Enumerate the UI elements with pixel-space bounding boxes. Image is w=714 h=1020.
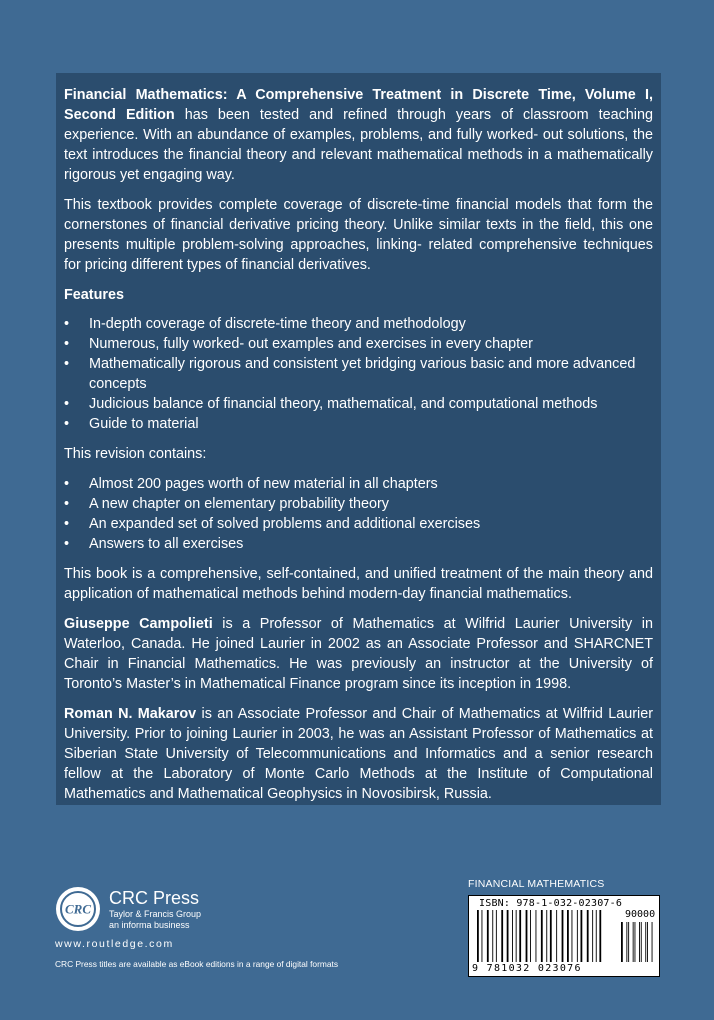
list-item: • Guide to material: [64, 416, 199, 432]
ebook-note: CRC Press titles are available as eBook editions in a range of digital formats: [55, 959, 339, 969]
features-heading: Features: [64, 287, 124, 303]
bullet: •: [64, 316, 70, 332]
price-code: 90000: [625, 909, 656, 920]
barcode-bar: [512, 910, 513, 962]
barcode-bar: [526, 910, 528, 962]
revision-heading: This revision contains:: [64, 446, 207, 462]
barcode-bar: [596, 910, 597, 962]
intro-paragraph: [64, 85, 653, 185]
barcode-bar: [516, 910, 517, 962]
list-item: • A new chapter on elementary probability theory: [64, 496, 389, 512]
summary-paragraph: This book is a comprehensive, self-contained, and unified treatment of the main theory and application of mathematical methods behind modern-day financial mathematics.: [64, 566, 653, 602]
barcode-digits: 9 781032 023076: [472, 963, 582, 974]
barcode-bar: [536, 910, 537, 962]
barcode-bar: [599, 910, 601, 962]
barcode-bar: [581, 910, 583, 962]
barcode: [468, 895, 660, 977]
publisher-group: Taylor & Francis Group: [109, 909, 202, 919]
barcode-bar: [633, 922, 634, 962]
author-bio: Roman N. Makarov is an Associate Professor and Chair of Mathematics at Wilfrid Laurier University. Prior to joining Laurier in 2003, he was an Assistant Professor of Mathematics at Siberian State University of Telecommunications and Informatics and a senior research fellow at the Laboratory of Monte Carlo Methods at the Institute of Computational Mathematics and Mathematical Geophysics in Novosibirsk, Russia.: [64, 706, 654, 802]
barcode-bar: [507, 910, 509, 962]
revision-list: [64, 474, 653, 554]
barcode-bar: [556, 910, 557, 962]
bullet: •: [64, 416, 70, 432]
barcode-bar: [628, 922, 629, 962]
list-item: • Almost 200 pages worth of new material in all chapters: [64, 476, 438, 492]
publisher-business: an informa business: [109, 920, 190, 930]
website-link[interactable]: www.routledge.com: [55, 938, 174, 950]
publisher-block: [55, 886, 355, 986]
barcode-bar: [477, 910, 479, 962]
barcode-bar: [577, 910, 578, 962]
barcode-bar: [487, 910, 489, 962]
barcode-bar: [587, 910, 589, 962]
barcode-bar: [592, 910, 593, 962]
barcode-bar: [567, 910, 569, 962]
bullet: •: [64, 476, 70, 492]
book-title: Financial Mathematics: A Comprehensive Treatment in Discrete Time, Volume I, Second Edition: [64, 87, 653, 123]
barcode-bar: [647, 922, 648, 962]
barcode-bar: [550, 910, 552, 962]
barcode-bar: [652, 922, 653, 962]
coverage-paragraph: This textbook provides complete coverage of discrete-time financial models that form the cornerstones of financial derivative pricing theory. Unlike similar texts in the field, this one presents multiple problem-solving approaches, linking- related comprehensive techniques for pricing different types of financial derivatives.: [64, 197, 653, 273]
features-list: [64, 314, 653, 434]
bullet: •: [64, 356, 70, 372]
barcode-bar: [482, 910, 483, 962]
category-label: FINANCIAL MATHEMATICS: [468, 878, 605, 890]
barcode-bar: [572, 910, 573, 962]
barcode-bar: [546, 910, 547, 962]
author-name: Giuseppe Campolieti: [64, 616, 213, 632]
description-panel: [56, 73, 661, 805]
bullet: •: [64, 396, 70, 412]
barcode-bar: [635, 922, 636, 962]
author-name: Roman N. Makarov: [64, 706, 197, 722]
barcode-bar: [501, 910, 503, 962]
barcode-bar: [626, 922, 627, 962]
isbn-text: ISBN: 978-1-032-02307-6: [479, 898, 623, 909]
author-bio: Giuseppe Campolieti is a Professor of Mathematics at Wilfrid Laurier University in Waterloo, Canada. He joined Laurier in 2002 as an Associate Professor and SHARCNET Chair in Financial Mathematics. He was previously an instructor at the University of Toronto’s Master’s in Mathematical Finance program since its inception in 1998.: [64, 616, 653, 692]
barcode-bar: [621, 922, 623, 962]
list-item: • In-depth coverage of discrete-time theory and methodology: [64, 316, 466, 332]
barcode-bar: [562, 910, 564, 962]
barcode-bar: [530, 910, 531, 962]
barcode-bar: [492, 910, 493, 962]
barcode-bar: [496, 910, 497, 962]
logo-text: CRC: [64, 901, 92, 917]
barcode-bar: [645, 922, 646, 962]
barcode-bar: [541, 910, 543, 962]
bullet: •: [64, 536, 70, 552]
barcode-bar: [519, 910, 521, 962]
bullet: •: [64, 496, 70, 512]
intro-text: has been tested and refined through years of classroom teaching experience. With an abundance of examples, problems, and fully worked- out solutions, the text introduces the financial theory and relevant mathematical methods in a mathematically rigorous yet engaging way.: [64, 107, 654, 183]
publisher-name: CRC Press: [109, 888, 200, 908]
list-item: • An expanded set of solved problems and additional exercises: [64, 516, 481, 532]
barcode-bar: [639, 922, 640, 962]
list-item: • Mathematically rigorous and consistent yet bridging various basic and more advanced concepts: [64, 356, 636, 392]
list-item: • Numerous, fully worked- out examples and exercises in every chapter: [64, 336, 533, 352]
list-item: • Answers to all exercises: [64, 536, 244, 552]
bullet: •: [64, 516, 70, 532]
list-item: • Judicious balance of financial theory, mathematical, and computational methods: [64, 396, 598, 412]
barcode-bar: [641, 922, 642, 962]
bullet: •: [64, 336, 70, 352]
crc-logo-icon: [55, 886, 101, 932]
